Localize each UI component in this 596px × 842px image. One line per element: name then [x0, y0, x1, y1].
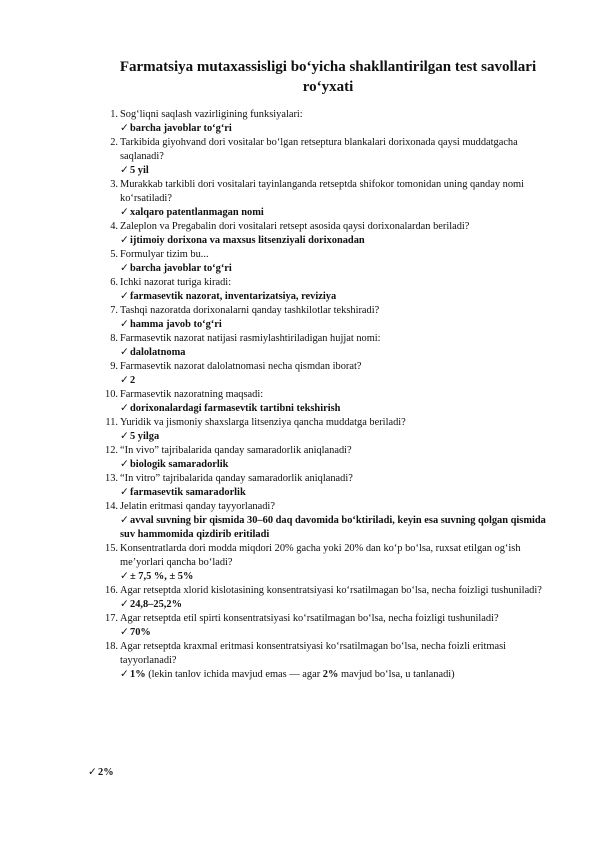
question-number: 1. — [110, 109, 118, 120]
answer-text: farmasevtik samaradorlik — [130, 487, 246, 498]
question-text: Tarkibida giyohvand dori vositalar bo‘lgan retseptura blankalari dorixonada qaysi muddatgacha saqlanadi? — [120, 137, 518, 162]
question-item — [0, 542, 552, 584]
question-item — [0, 108, 552, 136]
answer-text: biologik samaradorlik — [130, 459, 229, 470]
check-icon: ✓ — [120, 459, 129, 470]
answer-line — [120, 598, 552, 612]
stray-answer — [88, 766, 114, 778]
question-number: 13. — [105, 473, 118, 484]
question-number: 11. — [105, 417, 118, 428]
answer-text: xalqaro patentlanmagan nomi — [130, 207, 264, 218]
answer-line — [120, 626, 552, 640]
question-text: “In vitro” tajribalarida qanday samaradorlik aniqlanadi? — [120, 473, 353, 484]
question-number: 10. — [105, 389, 118, 400]
question-text: Yuridik va jismoniy shaxslarga litsenziya qancha muddatga beriladi? — [120, 417, 406, 428]
answer-text: hamma javob to‘g‘ri — [130, 319, 222, 330]
question-text: Konsentratlarda dori modda miqdori 20% gacha yoki 20% dan ko‘p bo‘lsa, ruxsat etilgan og‘ish me’yorlari qancha bo‘ladi? — [120, 543, 521, 568]
question-number: 7. — [110, 305, 118, 316]
question-text: Ichki nazorat turiga kiradi: — [120, 277, 232, 288]
question-item — [0, 332, 552, 360]
check-icon: ✓ — [120, 235, 129, 246]
stray-answer-text: 2% — [98, 767, 114, 778]
answer-line — [120, 430, 552, 444]
question-number: 17. — [105, 613, 118, 624]
question-number: 9. — [110, 361, 118, 372]
answer-text: ± 7,5 %, ± 5% — [130, 571, 194, 582]
question-number: 4. — [110, 221, 118, 232]
question-number: 18. — [105, 641, 118, 652]
answer-line — [120, 402, 552, 416]
answer-line — [120, 318, 552, 332]
question-text: Jelatin eritmasi qanday tayyorlanadi? — [120, 501, 275, 512]
check-icon: ✓ — [120, 165, 129, 176]
answer-line — [120, 374, 552, 388]
question-item — [0, 220, 552, 248]
answer-line — [120, 234, 552, 248]
answer-text: ijtimoiy dorixona va maxsus litsenziyali dorixonadan — [130, 235, 365, 246]
question-item — [0, 500, 552, 542]
check-icon: ✓ — [88, 767, 97, 778]
answer-text: dalolatnoma — [130, 347, 186, 358]
question-item — [0, 612, 552, 640]
check-icon: ✓ — [120, 515, 129, 526]
question-number: 15. — [105, 543, 118, 554]
answer-text: farmasevtik nazorat, inventarizatsiya, reviziya — [130, 291, 337, 302]
answer-note: mavjud bo‘lsa, u tanlanadi) — [338, 669, 455, 680]
check-icon: ✓ — [120, 123, 129, 134]
check-icon: ✓ — [120, 207, 129, 218]
question-text: Zaleplon va Pregabalin dori vositalari retsept asosida qaysi dorixonalardan beriladi? — [120, 221, 470, 232]
answer-line — [120, 570, 552, 584]
answer-text: 1% — [130, 669, 146, 680]
question-item — [0, 136, 552, 178]
answer-text: avval suvning bir qismida 30–60 daq davomida bo‘ktiriladi, keyin esa suvning qolgan qismida suv hammomida qizdirib eritiladi — [120, 515, 546, 540]
answer-line — [120, 514, 552, 542]
answer-text: 70% — [130, 627, 151, 638]
question-item — [0, 584, 552, 612]
question-item — [0, 472, 552, 500]
answer-line — [120, 262, 552, 276]
answer-line — [120, 290, 552, 304]
answer-text: barcha javoblar to‘g‘ri — [130, 123, 232, 134]
question-number: 2. — [110, 137, 118, 148]
answer-text: 2% — [322, 669, 339, 680]
question-number: 3. — [110, 179, 118, 190]
check-icon: ✓ — [120, 347, 129, 358]
question-text: Farmasevtik nazorat natijasi rasmiylashtiriladigan hujjat nomi: — [120, 333, 381, 344]
question-number: 16. — [105, 585, 118, 596]
check-icon: ✓ — [120, 403, 129, 414]
page-title: Farmatsiya mutaxassisligi bo‘yicha shakllantirilgan test savollari ro‘yxati — [119, 59, 537, 95]
question-text: “In vivo” tajribalarida qanday samaradorlik aniqlanadi? — [120, 445, 352, 456]
answer-text: barcha javoblar to‘g‘ri — [130, 263, 232, 274]
question-text: Agar retseptda kraxmal eritmasi konsentratsiyasi ko‘rsatilmagan bo‘lsa, necha foizli eritmasi tayyorlanadi? — [120, 641, 507, 666]
answer-text: 2 — [130, 375, 136, 386]
question-text: Tashqi nazoratda dorixonalarni qanday tashkilotlar tekshiradi? — [120, 305, 380, 316]
answer-note: (lekin tanlov ichida mavjud emas — agar — [145, 669, 323, 680]
answer-line — [120, 346, 552, 360]
question-number: 14. — [105, 501, 118, 512]
answer-line — [120, 122, 552, 136]
check-icon: ✓ — [120, 291, 129, 302]
question-number: 5. — [110, 249, 118, 260]
question-text: Farmasevtik nazorat dalolatnomasi necha qismdan iborat? — [120, 361, 362, 372]
question-text: Agar retseptda xlorid kislotasining konsentratsiyasi ko‘rsatilmagan bo‘lsa, necha foizligi tushuniladi? — [120, 585, 542, 596]
check-icon: ✓ — [120, 599, 129, 610]
question-text: Formulyar tizim bu... — [120, 249, 209, 260]
check-icon: ✓ — [120, 319, 129, 330]
question-item — [0, 416, 552, 444]
answer-line — [120, 206, 552, 220]
check-icon: ✓ — [120, 669, 129, 680]
question-number: 8. — [110, 333, 118, 344]
question-text: Agar retseptda etil spirti konsentratsiyasi ko‘rsatilmagan bo‘lsa, necha foizligi tushuniladi? — [120, 613, 499, 624]
answer-text: 5 yil — [130, 165, 149, 176]
check-icon: ✓ — [120, 627, 129, 638]
question-item — [0, 388, 552, 416]
check-icon: ✓ — [120, 263, 129, 274]
question-text: Sog‘liqni saqlash vazirligining funksiyalari: — [120, 109, 303, 120]
question-item — [0, 444, 552, 472]
answer-text: dorixonalardagi farmasevtik tartibni tekshirish — [130, 403, 341, 414]
question-item — [0, 178, 552, 220]
question-number: 6. — [110, 277, 118, 288]
check-icon: ✓ — [120, 431, 129, 442]
answer-line — [120, 486, 552, 500]
check-icon: ✓ — [120, 375, 129, 386]
answer-text: 24,8–25,2% — [130, 599, 182, 610]
question-item — [0, 276, 552, 304]
question-item — [0, 304, 552, 332]
question-item — [0, 360, 552, 388]
question-item — [0, 640, 552, 682]
check-icon: ✓ — [120, 487, 129, 498]
answer-line — [120, 164, 552, 178]
answer-line — [120, 668, 552, 682]
answer-text: 5 yilga — [130, 431, 160, 442]
check-icon: ✓ — [120, 571, 129, 582]
question-text: Murakkab tarkibli dori vositalari tayinlanganda retseptda shifokor tomonidan uning qanday nomi ko‘rsatiladi? — [120, 179, 524, 204]
question-list — [0, 108, 596, 682]
answer-line — [120, 458, 552, 472]
question-number: 12. — [105, 445, 118, 456]
question-text: Farmasevtik nazoratning maqsadi: — [120, 389, 264, 400]
question-item — [0, 248, 552, 276]
